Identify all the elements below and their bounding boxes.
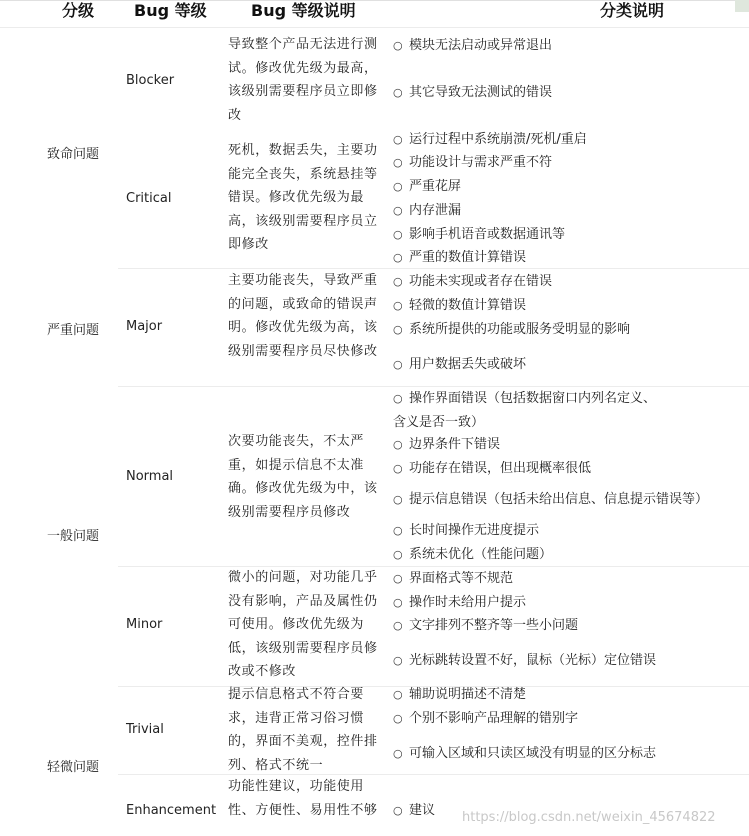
level-description: 导致整个产品无法进行测试。修改优先级为最高，该级别需要程序员立即修改 [228,37,378,123]
category-item: ○ 操作时未给用户提示 [393,593,526,613]
bullet-icon: ○ [393,572,403,585]
bullet-icon: ○ [393,39,403,52]
level-description: 死机，数据丢失，主要功能完全丧失，系统悬挂等错误。修改优先级为最高，该级别需要程序员立即修改 [228,143,378,252]
bullet-icon: ○ [393,180,403,193]
row-divider [118,268,749,269]
bullet-icon: ○ [393,493,403,506]
level-name: Minor [126,617,163,632]
window-corner [735,0,749,12]
level-name: Trivial [126,722,164,737]
header-group: 分级 [62,1,95,20]
bullet-icon: ○ [393,228,403,241]
bullet-icon: ○ [393,156,403,169]
group-label: 严重问题 [47,323,100,338]
level-name: Normal [126,469,174,484]
category-item: ○ 界面格式等不规范 [393,569,513,589]
header-category: 分类说明 [600,1,665,20]
category-item: ○ 模块无法启动或异常退出 [393,36,552,56]
header-level: Bug 等级 [134,1,207,20]
category-item: ○ 功能未实现或者存在错误 [393,272,552,292]
bullet-icon: ○ [393,654,403,667]
row-divider [118,566,749,567]
bullet-icon: ○ [393,392,403,405]
category-item: ○ 系统未优化（性能问题） [393,545,552,565]
level-description: 次要功能丧失，不太严重，如提示信息不太准确。修改优先级为中，该级别需要程序员修改 [228,434,378,520]
bullet-icon: ○ [393,86,403,99]
bullet-icon: ○ [393,804,403,817]
category-item: ○ 辅助说明描述不清楚 [393,685,526,705]
watermark-text: https://blog.csdn.net/weixin_45674822 [462,810,716,825]
level-description: 功能性建议，功能使用性、方便性、易用性不够 [228,779,378,818]
bullet-icon: ○ [393,133,403,146]
bullet-icon: ○ [393,251,403,264]
level-description: 提示信息格式不符合要求，违背正常习俗习惯的，界面不美观，控件排列、格式不统一 [228,687,378,773]
level-name: Major [126,319,163,334]
bullet-icon: ○ [393,358,403,371]
bullet-icon: ○ [393,462,403,475]
group-label: 致命问题 [47,147,100,162]
category-item: ○ 严重的数值计算错误 [393,248,526,268]
level-description: 微小的问题，对功能几乎没有影响，产品及属性仍可使用。修改优先级为低，该级别需要程序员修改或不修改 [228,570,378,679]
header-divider [0,27,749,28]
category-item: ○ 光标跳转设置不好，鼠标（光标）定位错误 [393,651,656,671]
bullet-icon: ○ [393,275,403,288]
category-item: ○ 影响手机语音或数据通讯等 [393,225,565,245]
bullet-icon: ○ [393,712,403,725]
category-item: ○ 功能存在错误，但出现概率很低 [393,459,591,479]
bullet-icon: ○ [393,596,403,609]
category-item: ○ 边界条件下错误 [393,435,500,455]
category-item: ○ 其它导致无法测试的错误 [393,83,552,103]
category-item: ○ 运行过程中系统崩溃/死机/重启 [393,130,587,150]
bullet-icon: ○ [393,204,403,217]
row-divider [118,386,749,387]
category-item: ○ 系统所提供的功能或服务受明显的影响 [393,320,630,340]
category-item: ○ 严重花屏 [393,177,461,197]
category-item: ○ 可输入区域和只读区域没有明显的区分标志 [393,744,656,764]
bullet-icon: ○ [393,747,403,760]
category-item: ○ 个别不影响产品理解的错别字 [393,709,578,729]
level-name: Blocker [126,73,175,88]
category-item: ○ 内存泄漏 [393,201,461,221]
level-name: Enhancement [126,803,217,818]
category-item: ○ 操作界面错误（包括数据窗口内列名定义、 [393,389,656,409]
bullet-icon: ○ [393,619,403,632]
bullet-icon: ○ [393,438,403,451]
bullet-icon: ○ [393,323,403,336]
category-item-continuation: 含义是否一致） [393,415,485,430]
group-label: 轻微问题 [47,760,100,775]
category-item: ○ 功能设计与需求严重不符 [393,153,552,173]
group-label: 一般问题 [47,529,100,544]
bullet-icon: ○ [393,524,403,537]
bullet-icon: ○ [393,299,403,312]
level-description: 主要功能丧失，导致严重的问题，或致命的错误声明。修改优先级为高，该级别需要程序员尽快修改 [228,273,378,359]
category-item: ○ 建议 [393,801,435,821]
bullet-icon: ○ [393,688,403,701]
category-item: ○ 提示信息错误（包括未给出信息、信息提示错误等） [393,490,708,510]
category-item: ○ 用户数据丢失或破坏 [393,355,526,375]
row-divider [118,774,749,775]
level-name: Critical [126,191,172,206]
category-item: ○ 文字排列不整齐等一些小问题 [393,616,578,636]
bullet-icon: ○ [393,548,403,561]
category-item: ○ 长时间操作无进度提示 [393,521,539,541]
header-description: Bug 等级说明 [251,1,356,20]
category-item: ○ 轻微的数值计算错误 [393,296,526,316]
